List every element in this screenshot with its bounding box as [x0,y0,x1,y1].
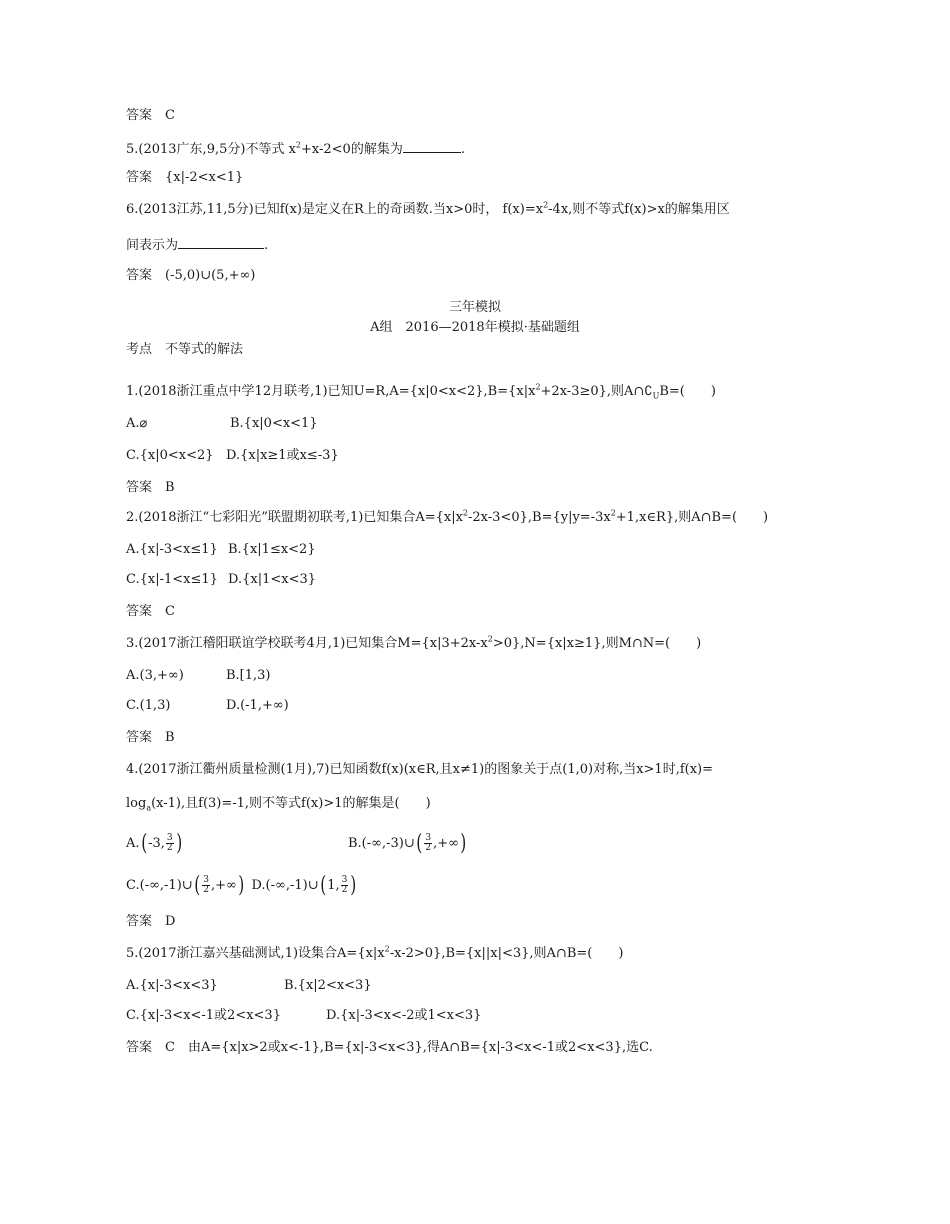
answer-text: 答案 C [126,108,175,123]
question-1-options-cd [126,448,339,464]
question-2-options-ab [126,542,316,558]
question-4 [126,762,713,778]
answer-1 [126,480,175,496]
question-1 [126,384,716,400]
superscript: 2 [462,508,469,518]
right-paren: ) [460,830,467,856]
option-a: A.{x|-3<x<3} [126,978,218,993]
question-text: . [264,238,269,253]
answer-blank [178,236,264,249]
fraction [166,834,174,853]
answer-text: 答案 D [126,914,176,929]
question-text: . [460,142,465,157]
answer-previous [126,108,175,124]
option-c: C.{x|-3<x<-1或2<x<3} [126,1008,281,1023]
option-d: D.{x|x≥1或x≤-3} [226,448,339,463]
question-5-options-ab [126,978,372,994]
option-label: B.(-∞,-3)∪ [348,836,415,851]
option-text: 1, [327,878,340,893]
option-c: C.{x|-1<x≤1} [126,572,218,587]
option-d: D.{x|-3<x<-2或1<x<3} [326,1008,482,1023]
question-3-options-ab [126,668,271,684]
answer-2013-6 [126,268,255,284]
question-2013-6-cont [126,236,268,254]
answer-5 [126,1040,653,1056]
question-4-options-ab [126,830,468,856]
section-subtitle: A组 2016—2018年模拟·基础题组 [370,320,580,335]
option-a: A.(3,+∞) [126,668,184,683]
question-text: 6.(2013江苏,11,5分)已知f(x)是定义在R上的奇函数.当x>0时， f(x)=x [126,202,544,217]
fraction-denominator: 2 [203,885,209,895]
question-2-options-cd [126,572,316,588]
question-5 [126,946,623,962]
fraction [341,876,349,895]
subscript: a [146,803,152,813]
answer-text: 答案 (-5,0)∪(5,+∞) [126,268,256,283]
topic-text: 考点 不等式的解法 [126,342,244,357]
question-text: 4.(2017浙江衢州质量检测(1月),7)已知函数f(x)(x∈R,且x≠1)的图象关于点(1,0)对称,当x>1时,f(x)= [126,762,714,777]
right-paren: ) [238,872,245,898]
fraction-denominator: 2 [341,885,348,895]
left-paren: ( [140,830,147,856]
right-paren: ) [175,830,182,856]
superscript: 2 [535,382,541,392]
option-label: D.(-∞,-1)∪ [251,878,319,893]
question-text: +2x-3≥0},则A∩∁ [540,384,653,399]
left-paren: ( [193,872,200,898]
option-b: B.{x|2<x<3} [284,978,372,993]
question-3-options-cd [126,698,289,714]
option-d [251,872,357,898]
option-b: B.[1,3) [226,668,271,683]
option-a: A.{x|-3<x≤1} [126,542,218,557]
right-paren: ) [350,872,357,898]
question-4-cont [126,796,431,812]
option-b: B.{x|0<x<1} [230,416,318,431]
answer-blank [403,140,461,153]
fraction [202,876,210,895]
option-label: C.(-∞,-1)∪ [126,878,193,893]
section-title: 三年模拟 [448,300,501,315]
answer-2013-5 [126,170,243,186]
subscript: U [652,391,660,401]
option-label: A. [126,836,140,851]
answer-text: 答案 B [126,730,175,745]
option-c: C.(1,3) [126,698,171,713]
fraction-numerator: 3 [425,833,432,843]
question-text: B=( ) [659,384,716,399]
question-text: -x-2>0},B={x||x|<3},则A∩B=( ) [389,946,624,961]
superscript: 2 [295,140,301,150]
option-c: C.{x|0<x<2} [126,448,214,463]
option-a: A.⌀ [126,416,148,431]
question-text: -4x,则不等式f(x)>x的解集用区 [548,202,730,217]
question-text: 3.(2017浙江稽阳联谊学校联考4月,1)已知集合M={x|3+2x-x [126,636,488,651]
fraction-numerator: 3 [341,875,348,885]
question-text: 5.(2013广东,9,5分)不等式 x [126,142,296,157]
question-text: 1.(2018浙江重点中学12月联考,1)已知U=R,A={x|0<x<2},B={x|x [126,384,536,399]
left-paren: ( [319,872,326,898]
question-text: 2.(2018浙江“七彩阳光”联盟期初联考,1)已知集合A={x|x [126,510,463,525]
answer-4 [126,914,175,930]
question-text: +1,x∈R},则A∩B=( ) [615,510,769,525]
answer-text: 答案 C 由A={x|x>2或x<-1},B={x|-3<x<3},得A∩B={x|-3<x<-1或2<x<3},选C. [126,1040,653,1055]
question-text: >0},N={x|x≥1},则M∩N=( ) [492,636,702,651]
question-2013-5 [126,140,465,158]
topic-heading [126,342,243,358]
fraction [424,834,432,853]
answer-2 [126,604,175,620]
superscript: 2 [610,508,616,518]
fraction-numerator: 3 [166,833,173,843]
fraction-denominator: 2 [425,843,432,853]
answer-text: 答案 C [126,604,175,619]
answer-3 [126,730,175,746]
question-2 [126,510,768,526]
question-text: (x-1),且f(3)=-1,则不等式f(x)>1的解集是( ) [151,796,431,811]
question-text: 5.(2017浙江嘉兴基础测试,1)设集合A={x|x [126,946,385,961]
question-3 [126,636,701,652]
option-d: D.{x|1<x<3} [228,572,317,587]
left-paren: ( [416,830,423,856]
option-text: -3, [148,836,165,851]
option-text: ,+∞ [211,878,237,893]
fraction-denominator: 2 [166,843,173,853]
answer-text: 答案 B [126,480,175,495]
question-4-options-cd [126,872,358,898]
question-text: +x-2<0的解集为 [301,142,403,157]
superscript: 2 [384,944,390,954]
question-text: log [126,796,147,811]
question-5-options-cd [126,1008,481,1024]
option-a [126,830,348,856]
fraction-numerator: 3 [203,875,209,885]
question-1-options-ab [126,416,318,432]
question-text: -2x-3<0},B={y|y=-3x [468,510,611,525]
option-text: ,+∞ [433,836,459,851]
option-b [348,830,468,856]
question-text: 间表示为 [126,238,179,253]
superscript: 2 [487,634,493,644]
question-2013-6 [126,202,730,218]
option-d: D.(-1,+∞) [226,698,289,713]
option-b: B.{x|1≤x<2} [228,542,316,557]
option-c [126,872,245,898]
superscript: 2 [543,200,549,210]
answer-text: 答案 {x|-2<x<1} [126,170,244,185]
